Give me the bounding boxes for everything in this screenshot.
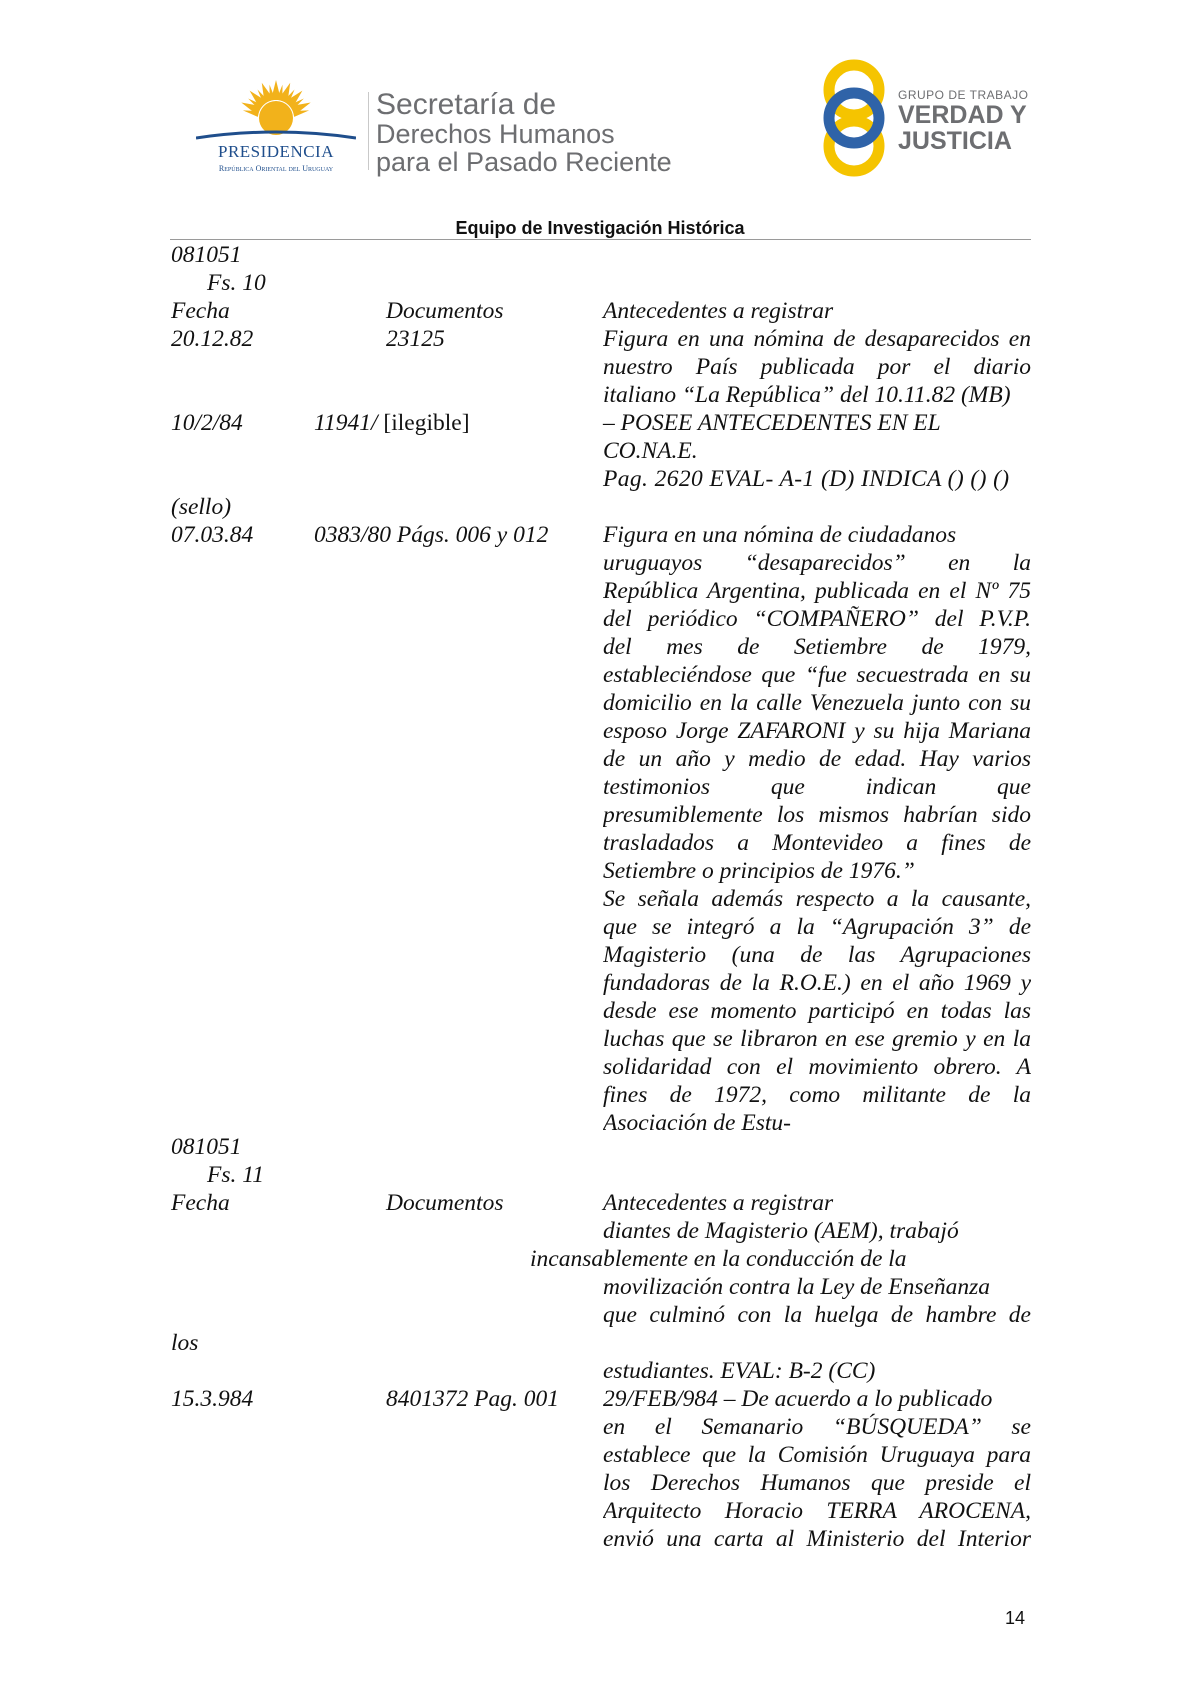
- folder-number: 081051: [171, 242, 242, 268]
- text-line: envió una carta al Ministerio del Interior: [603, 1526, 1031, 1552]
- text-line: los Derechos Humanos que preside el: [603, 1470, 1031, 1496]
- presidencia-subtitle: República Oriental del Uruguay: [218, 164, 334, 173]
- team-title: Equipo de Investigación Histórica: [455, 218, 745, 238]
- text-line: movilización contra la Ley de Enseñanza: [603, 1274, 991, 1300]
- entry-antecedent: [603, 325, 1031, 409]
- entry-date: 10/2/84: [171, 410, 243, 436]
- text-line: uruguayos “desaparecidos” en la: [603, 550, 1031, 576]
- text-line: Setiembre o principios de 1976.”: [603, 858, 915, 884]
- text-line: desde ese momento participó en todas las: [603, 998, 1031, 1024]
- text-line: solidaridad con el movimiento obrero. A: [603, 1054, 1031, 1080]
- text-line: Arquitecto Horacio TERRA AROCENA,: [603, 1498, 1031, 1524]
- text-line: diantes de Magisterio (AEM), trabajó: [603, 1218, 959, 1244]
- entry-date: 15.3.984: [171, 1386, 254, 1412]
- text-line: República Argentina, publicada en el Nº 75: [603, 578, 1031, 604]
- text-line: Magisterio (una de las Agrupaciones: [603, 942, 1031, 968]
- text-line: de un año y medio de edad. Hay varios: [603, 746, 1031, 772]
- folder-number: 081051: [171, 1134, 242, 1160]
- text-line: italiano “La República” del 10.11.82 (MB): [603, 382, 1011, 408]
- entry-antecedent: [603, 1385, 1031, 1553]
- column-header-fecha: Fecha: [171, 298, 230, 324]
- text-line: que se integró a la “Agrupación 3” de: [603, 914, 1031, 940]
- text-line: trasladados a Montevideo a fines de: [603, 830, 1031, 856]
- entry-document: [314, 409, 470, 437]
- text-line: esposo Jorge ZAFARONI y su hija Mariana: [603, 718, 1031, 744]
- text-line: luchas que se libraron en ese gremio y en la: [603, 1026, 1031, 1052]
- text-line: Figura en una nómina de ciudadanos: [603, 522, 957, 548]
- column-header-documentos: Documentos: [386, 1190, 504, 1216]
- text-line: fines de 1972, como militante de la: [603, 1082, 1031, 1108]
- entry-document: 23125: [386, 326, 445, 352]
- text-line: los: [171, 1330, 199, 1356]
- text-line: presumiblemente los mismos habrían sido: [603, 802, 1031, 828]
- text-line: Asociación de Estu-: [603, 1110, 791, 1136]
- secretaria-title: [376, 90, 672, 176]
- text-line: domicilio en la calle Venezuela junto con su: [603, 690, 1031, 716]
- entry-document: 8401372 Pag. 001: [386, 1386, 559, 1412]
- sun-icon: [196, 78, 356, 144]
- column-header-antecedentes: Antecedentes a registrar: [603, 1190, 834, 1216]
- column-header-fecha: Fecha: [171, 1190, 230, 1216]
- entry-antecedent: [603, 1301, 1031, 1329]
- text-line: Figura en una nómina de desaparecidos en: [603, 326, 1031, 352]
- text-line: Se señala además respecto a la causante,: [603, 886, 1031, 912]
- text-line: establece que la Comisión Uruguaya para: [603, 1442, 1031, 1468]
- text-line: 29/FEB/984 – De acuerdo a lo publicado: [603, 1386, 993, 1412]
- entry-antecedent: [603, 521, 1031, 1137]
- text-line: – POSEE ANTECEDENTES EN EL: [603, 410, 941, 436]
- stamp-note: (sello): [171, 494, 232, 520]
- text-line: testimonios que indican que: [603, 774, 1031, 800]
- linked-rings-icon: [822, 58, 886, 178]
- text-line: nuestro País publicada por el diario: [603, 354, 1031, 380]
- text-line: fundadoras de la R.O.E.) en el año 1969 y: [603, 970, 1031, 996]
- text-line: que culminó con la huelga de hambre de: [603, 1302, 1031, 1328]
- text-line: en el Semanario “BÚSQUEDA” se: [603, 1414, 1031, 1440]
- text-line: estableciéndose que “fue secuestrada en su: [603, 662, 1031, 688]
- presidencia-name: PRESIDENCIA: [217, 142, 334, 161]
- text-line: del periódico “COMPAÑERO” del P.V.P.: [603, 606, 1031, 632]
- text-line: CO.NA.E.: [603, 438, 698, 464]
- header-divider: [368, 92, 369, 170]
- gtvj-line-2: VERDAD Y: [898, 101, 1027, 129]
- gtvj-line-3: JUSTICIA: [898, 127, 1012, 155]
- secretaria-line-3: para el Pasado Reciente: [376, 147, 672, 177]
- page-number: 14: [1005, 1608, 1026, 1628]
- text-line: incansablemente en la conducción de la: [530, 1246, 907, 1272]
- illegible-note: [ilegible]: [377, 410, 470, 436]
- folio: Fs. 11: [207, 1162, 265, 1188]
- gtvj-line-1: GRUPO DE TRABAJO: [898, 88, 1029, 102]
- entry-date: 20.12.82: [171, 326, 254, 352]
- header-rule: [170, 239, 1031, 240]
- column-header-documentos: Documentos: [386, 298, 504, 324]
- text-line: Pag. 2620 EVAL- A-1 (D) INDICA () () (): [603, 466, 1010, 492]
- entry-document: 0383/80 Págs. 006 y 012: [314, 522, 549, 548]
- gtvj-logo: [822, 58, 1032, 178]
- document-number: 11941/: [314, 410, 378, 436]
- presidencia-logo: [196, 78, 356, 178]
- text-line: del mes de Setiembre de 1979,: [603, 634, 1031, 660]
- text-line: estudiantes. EVAL: B-2 (CC): [603, 1358, 876, 1384]
- entry-date: 07.03.84: [171, 522, 254, 548]
- column-header-antecedentes: Antecedentes a registrar: [603, 298, 834, 324]
- folio: Fs. 10: [207, 270, 266, 296]
- secretaria-line-1: Secretaría de: [376, 88, 557, 121]
- secretaria-line-2: Derechos Humanos: [376, 119, 615, 149]
